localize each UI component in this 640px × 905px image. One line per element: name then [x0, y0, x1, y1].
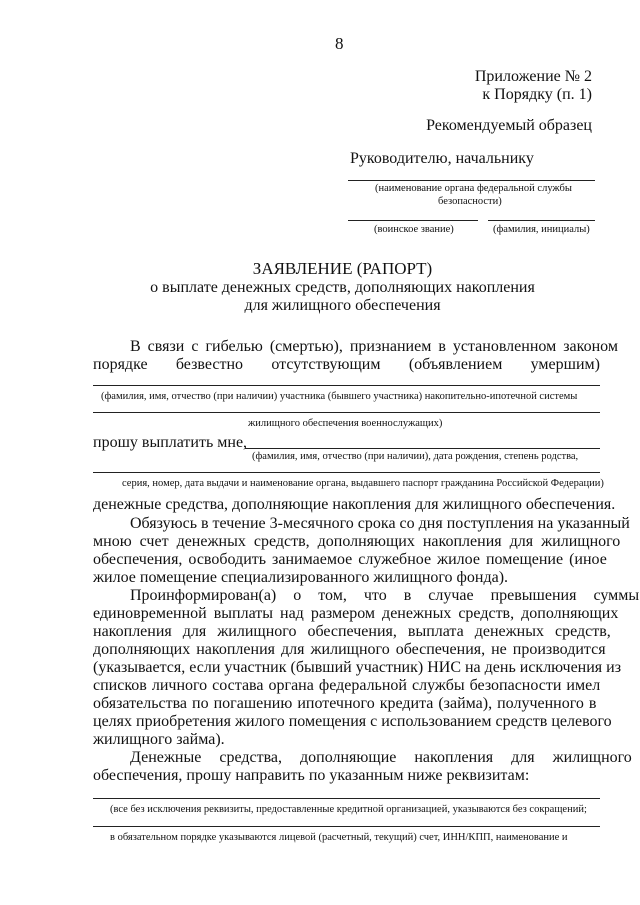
sample-label: Рекомендуемый образец [426, 117, 592, 134]
paragraph-line: Денежные средства, дополняющие накопления для жилищного [130, 749, 632, 766]
appendix-label: Приложение № 2 [474, 68, 592, 85]
paragraph-line: обеспечения, прошу направить по указанным ниже реквизитам: [93, 767, 530, 784]
word: порядке [93, 356, 148, 373]
org-caption-cont: безопасности) [438, 196, 502, 207]
order-reference: к Порядку (п. 1) [482, 86, 592, 103]
paragraph-line: В связи с гибелью (смертью), признанием в установленном законом [130, 338, 618, 355]
page-number: 8 [335, 34, 344, 53]
participant-name-line-2 [93, 412, 600, 413]
initials-line [488, 220, 595, 221]
paragraph-line: дополняющих накопления для жилищного обеспечения, не производится [93, 641, 606, 658]
word: (объявлением [408, 356, 503, 373]
paragraph-line: денежные средства, дополняющие накопления для жилищного обеспечения. [93, 496, 616, 513]
paragraph-line: списков личного состава органа федеральной службы безопасности имел [93, 677, 601, 694]
paragraph-line: единовременной выплаты над размером денежных средств, дополняющих [93, 605, 619, 622]
paragraph-line: мною счет денежных средств, дополняющих накопления для жилищного [93, 533, 621, 550]
rank-line [348, 220, 478, 221]
paragraph-line: Проинформирован(а) о том, что в случае превышения суммы [130, 587, 640, 604]
recipient-line [245, 448, 600, 449]
participant-caption-cont: жилищного обеспечения военнослужащих) [248, 418, 443, 429]
rank-caption: (воинское звание) [374, 224, 454, 235]
addressee-line: Руководителю, начальнику [350, 150, 534, 167]
paragraph-line: обеспечения, освободить занимаемое служебное жилое помещение (иное [93, 551, 607, 568]
paragraph-line: накопления для жилищного обеспечения, выплата денежных средств, [93, 623, 611, 640]
participant-name-line [93, 385, 600, 386]
requisites-line-2 [93, 826, 600, 827]
word: отсутствующим [271, 356, 381, 373]
document-title: ЗАЯВЛЕНИЕ (РАПОРТ) [252, 259, 433, 278]
recipient-caption-cont: серия, номер, дата выдачи и наименование органа, выдавшего паспорт гражданина Российской Федерации) [122, 478, 604, 489]
recipient-line-2 [93, 472, 600, 473]
paragraph-line: обязательства по погашению ипотечного кредита (займа), полученного в [93, 695, 597, 712]
paragraph-line: Обязуюсь в течение 3-месячного срока со дня поступления на указанный [130, 515, 630, 532]
paragraph-line: (указывается, если участник (бывший участник) НИС на день исключения из [93, 659, 622, 676]
request-text: прошу выплатить мне, [93, 434, 248, 451]
paragraph-line: целях приобретения жилого помещения с использованием средств целевого [93, 713, 612, 730]
name-caption: (фамилия, инициалы) [493, 224, 590, 235]
document-subtitle: о выплате денежных средств, дополняющих накопления [150, 279, 535, 296]
requisites-line [93, 798, 600, 799]
org-caption: (наименование органа федеральной службы [375, 183, 572, 194]
word: безвестно [175, 356, 244, 373]
paragraph-line: жилищного займа). [93, 731, 225, 748]
requisites-caption-cont: в обязательном порядке указываются лицевой (расчетный, текущий) счет, ИНН/КПП, наименование и [110, 832, 568, 843]
paragraph-line: жилое помещение специализированного жилищного фонда). [93, 569, 509, 586]
document-subtitle-cont: для жилищного обеспечения [244, 297, 441, 314]
recipient-caption: (фамилия, имя, отчество (при наличии), дата рождения, степень родства, [252, 451, 579, 462]
requisites-caption: (все без исключения реквизиты, предоставленные кредитной организацией, указываются без сокращений; [110, 804, 587, 815]
participant-caption: (фамилия, имя, отчество (при наличии) участника (бывшего участника) накопительно-ипотечной системы [101, 391, 578, 402]
org-name-line [348, 180, 595, 181]
paragraph-line-justified [93, 356, 600, 374]
word: умершим) [530, 356, 600, 373]
